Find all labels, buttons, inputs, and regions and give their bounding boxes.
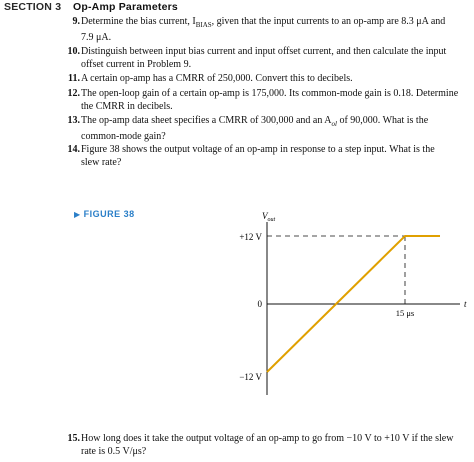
problem-13: 13. The op-amp data sheet specifies a CMRR of 300,000 and an $A_{ol}$ of 90,000. What is the common-mode gain? (81, 115, 466, 143)
tick-zero: 0 (257, 299, 262, 309)
triangle-marker-icon: ▶ (74, 210, 81, 219)
x-axis-label: t (464, 299, 467, 309)
problem-number: 10. (67, 46, 80, 57)
figure-label: ▶ FIGURE 38 (74, 209, 135, 219)
problem-11: 11. A certain op-amp has a CMRR of 250,000. Convert this to decibels. (81, 73, 466, 86)
time-label: 15 μs (395, 308, 415, 318)
y-axis-label: $V_{out}$ (262, 211, 276, 223)
problem-number: 12. (67, 88, 80, 99)
tick-minus12: −12 V (239, 372, 262, 382)
problem-number: 9. (72, 16, 80, 27)
tick-plus12: +12 V (239, 232, 262, 242)
section-number: SECTION 3 (4, 1, 62, 13)
problem-number: 13. (67, 115, 80, 126)
problem-12: 12. The open-loop gain of a certain op-amp is 175,000. Its common-mode gain is 0.18. Determine the CMRR in decibels. (81, 88, 466, 113)
problem-10: 10. Distinguish between input bias current and input offset current, and then calculate the input offset current in Problem 9. (81, 46, 466, 71)
section-title: Op-Amp Parameters (73, 1, 178, 13)
problem-number: 11. (68, 73, 80, 84)
problem-15: 15. How long does it take the output voltage of an op-amp to go from −10 V to +10 V if the slew rate is 0.5 V/μs? (81, 433, 466, 458)
problem-9: 9. Determine the bias current, $I_{BIAS}$, given that the input currents to an op-amp are 8.3 μA and 7.9 μA. (81, 16, 466, 44)
problem-14: 14. Figure 38 shows the output voltage of an op-amp in response to a step input. What is the slew rate? (81, 144, 466, 169)
problem-number: 14. (67, 144, 80, 155)
problem-number: 15. (67, 433, 80, 444)
